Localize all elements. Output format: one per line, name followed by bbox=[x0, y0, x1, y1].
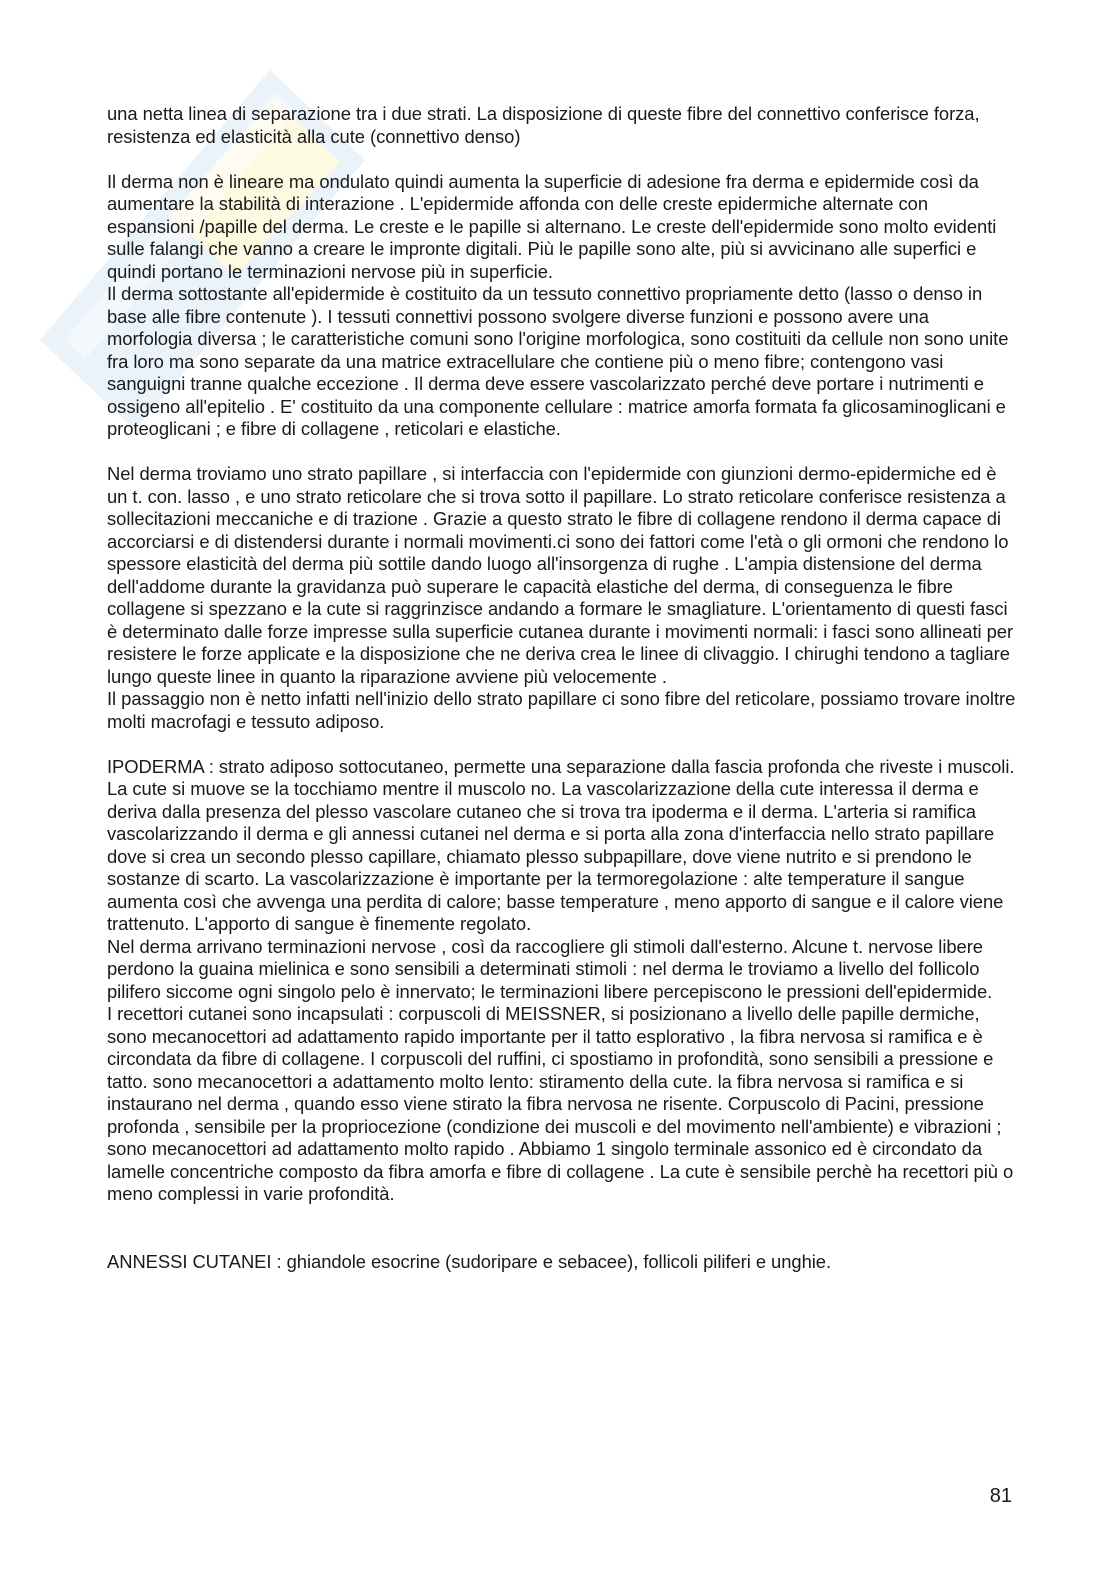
paragraph-ipoderma: IPODERMA : strato adiposo sottocutaneo, permette una separazione dalla fascia profonda che riveste i muscoli. La cute si muove se la tocchiamo mentre il muscolo no. La vascolarizzazione della cute interessa il derma e deriva dalla presenza del plesso vascolare cutaneo che si trova tra ipoderma e il derma. L'arteria si ramifica vascolarizzando il derma e gli annessi cutanei nel derma e si porta alla zona d'interfaccia nello strato papillare dove si crea un secondo plesso capillare, chiamato plesso subpapillare, dove viene nutrito e si prendono le sostanze di scarto. La vascolarizzazione è importante per la termoregolazione : alte temperature il sangue aumenta così che avvenga una perdita di calore; basse temperature , meno apporto di sangue e il calore viene trattenuto. L'apporto di sangue è finemente regolato. bbox=[107, 755, 1015, 934]
paragraph-terminazioni-nervose: Nel derma arrivano terminazioni nervose , così da raccogliere gli stimoli dall'esterno. Alcune t. nervose libere perdono la guaina mielinica e sono sensibili a determinati stimoli : nel derma le troviamo a livello del follicolo pilifero siccome ogni singolo pelo è innervato; le terminazioni libere percepiscono le pressioni dell'epidermide. bbox=[107, 935, 993, 1002]
paragraph-connettivo-denso: una netta linea di separazione tra i due strati. La disposizione di queste fibre del connettivo conferisce forza, resistenza ed elasticità alla cute (connettivo denso) bbox=[107, 103, 980, 147]
page-number: 81 bbox=[989, 1485, 1012, 1507]
paragraph-spacer bbox=[107, 441, 1017, 464]
paragraph-derma-ondulato: Il derma non è lineare ma ondulato quindi aumenta la superficie di adesione fra derma e epidermide così da aumentare la stabilità di interazione . L'epidermide affonda con delle creste epidermiche alternate con espansioni /papille del derma. Le creste e le papille si alternano. Le creste dell'epidermide sono molto evidenti sulle falangi che vanno a creare le impronte digitali. Più le papille sono alte, più si avvicinano alle superfici e quindi portano le terminazioni nervose più in superficie. bbox=[107, 170, 997, 282]
paragraph-spacer bbox=[107, 1206, 1017, 1251]
paragraph-derma-connettivo: Il derma sottostante all'epidermide è costituito da un tessuto connettivo propriamente detto (lasso o denso in base alle fibre contenute ). I tessuti connettivi possono svolgere diverse funzioni e possono avere una morfologia diversa ; le caratteristiche comuni sono l'origine morfologica, sono costituiti da cellule non sono unite fra loro ma sono separate da una matrice extracellulare che contiene più o meno fibre; contengono vasi sanguigni tranne qualche eccezione . Il derma deve essere vascolarizzato perché deve portare i nutrimenti e ossigeno all'epitelio . E' costituito da una componente cellulare : matrice amorfa formata fa glicosaminoglicani e proteoglicani ; e fibre di collagene , reticolari e elastiche. bbox=[107, 283, 1009, 439]
document-body bbox=[107, 103, 1017, 1273]
paragraph-recettori-cutanei: I recettori cutanei sono incapsulati : corpuscoli di MEISSNER, si posizionano a livello delle papille dermiche, sono mecanocettori ad adattamento rapido importante per il tatto esplorativo , la fibra nervosa si ramifica e è circondata da fibre di collagene. I corpuscoli del ruffini, ci spostiamo in profondità, sono sensibili a pressione e tatto. sono mecanocettori a adattamento molto lento: stiramento della cute. la fibra nervosa si ramifica e si instaurano nel derma , quando esso viene stirato la fibra nervosa ne risente. Corpuscolo di Pacini, pressione profonda , sensibile per la propriocezione (condizione dei muscoli e del movimento nell'ambiente) e vibrazioni ; sono mecanocettori ad adattamento molto rapido . Abbiamo 1 singolo terminale assonico ed è circondato da lamelle concentriche composto da fibra amorfa e fibre di collagene . La cute è sensibile perchè ha recettori più o meno complessi in varie profondità. bbox=[107, 1003, 1014, 1204]
paragraph-annessi-cutanei: ANNESSI CUTANEI : ghiandole esocrine (sudoripare e sebacee), follicoli piliferi e unghie. bbox=[107, 1250, 832, 1272]
paragraph-spacer bbox=[107, 733, 1017, 756]
paragraph-spacer bbox=[107, 148, 1017, 171]
paragraph-strato-papillare: Nel derma troviamo uno strato papillare , si interfaccia con l'epidermide con giunzioni dermo-epidermiche ed è un t. con. lasso , e uno strato reticolare che si trova sotto il papillare. Lo strato reticolare conferisce resistenza a sollecitazioni meccaniche e di trazione . Grazie a questo strato le fibre di collagene rendono il derma capace di accorciarsi e di distendersi durante i normali movimenti.ci sono dei fattori come l'età o gli ormoni che rendono lo spessore elasticità del derma più sottile dando luogo all'insorgenza di rughe . L'ampia distensione del derma dell'addome durante la gravidanza può superare le capacità elastiche del derma, di conseguenza le fibre collagene si spezzano e la cute si raggrinzisce andando a formare le smagliature. L'orientamento di questi fasci è determinato dalle forze impresse sulla superficie cutanea durante i movimenti normali: i fasci sono allineati per resistere le forze applicate e la disposizione che ne deriva crea le linee di clivaggio. I chirughi tendono a tagliare lungo queste linee in quanto la riparazione avviene più velocemente . bbox=[107, 463, 1014, 687]
paragraph-passaggio: Il passaggio non è netto infatti nell'inizio dello strato papillare ci sono fibre del reticolare, possiamo trovare inoltre molti macrofagi e tessuto adiposo. bbox=[107, 688, 1016, 732]
